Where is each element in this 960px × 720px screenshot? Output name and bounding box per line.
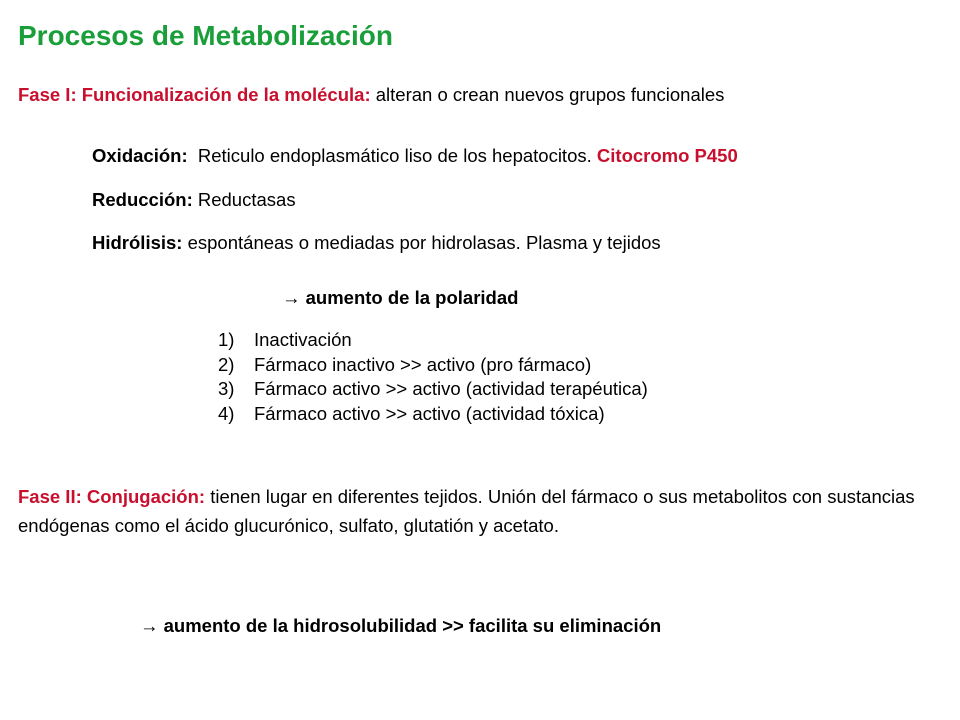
list-item: 4) Fármaco activo >> activo (actividad tóxica) <box>218 402 605 424</box>
oxidacion-line <box>92 145 738 167</box>
hidrosolubilidad-statement: → aumento de la hidrosolubilidad >> facilita su eliminación <box>140 615 662 636</box>
oxidacion-text: Reticulo endoplasmático liso de los hepatocitos. <box>187 145 597 166</box>
oxidacion-label: Oxidación: <box>92 145 188 166</box>
consequences-list <box>218 328 648 426</box>
fase2-text: tienen lugar en diferentes tejidos. Unión del fármaco o sus metabolitos con sustancias endógenas como el ácido glucurónico, sulfato, glutatión y acetato. <box>18 486 915 536</box>
hidrolisis-label: Hidrólisis: <box>92 232 183 253</box>
polaridad-statement: → aumento de la polaridad <box>282 287 519 308</box>
fase2-paragraph <box>18 483 936 540</box>
fase1-text: alteran o crean nuevos grupos funcionales <box>370 84 725 105</box>
reduccion-text: Reductasas <box>192 189 296 210</box>
reduccion-label: Reducción: <box>92 189 193 210</box>
fase1-label: Fase I: Funcionalización de la molécula: <box>18 84 371 105</box>
hidrolisis-text: espontáneas o mediadas por hidrolasas. Plasma y tejidos <box>182 232 661 253</box>
list-item: 2) Fármaco inactivo >> activo (pro fármaco) <box>218 353 592 375</box>
fase1-line <box>18 84 724 106</box>
list-item: 3) Fármaco activo >> activo (actividad terapéutica) <box>218 378 648 399</box>
citocromo-highlight: Citocromo P450 <box>596 145 738 166</box>
page-title: Procesos de Metabolización <box>18 20 393 51</box>
reduccion-line <box>92 189 296 211</box>
fase2-label: Fase II: Conjugación: <box>18 486 206 507</box>
hidrolisis-line <box>92 232 661 254</box>
list-item: 1) Inactivación <box>218 329 352 350</box>
